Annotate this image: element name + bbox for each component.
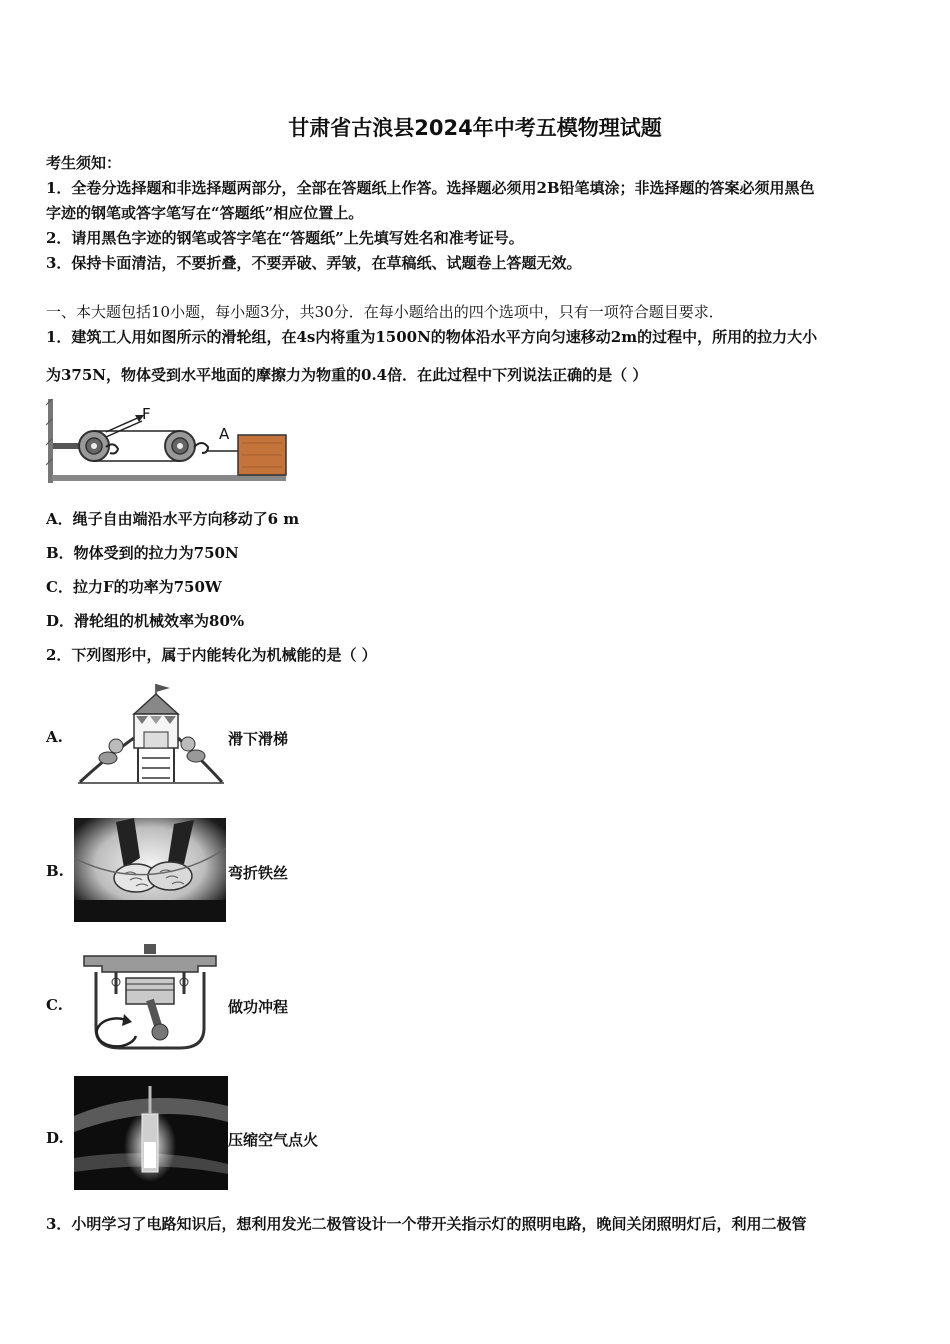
option-d-caption: 压缩空气点火 bbox=[228, 1131, 319, 1149]
option-d: D．滑轮组的机械效率为80% bbox=[46, 612, 245, 630]
question-1-stem: 1．建筑工人用如图所示的滑轮组，在4s内将重为1500N的物体沿水平方向匀速移动2m的过程中，所用的拉力大小 bbox=[46, 328, 818, 346]
question-2-stem: 2．下列图形中，属于内能转化为机械能的是（ ） bbox=[46, 646, 377, 664]
question-3-stem: 3．小明学习了电路知识后，想利用发光二极管设计一个带开关指示灯的照明电路，晚间关闭照明灯后，利用二极管 bbox=[46, 1215, 807, 1233]
power-stroke-picture bbox=[80, 944, 220, 1054]
page-title: 甘肃省古浪县2024年中考五模物理试题 bbox=[288, 116, 662, 140]
option-b-label: B. bbox=[46, 862, 64, 880]
pulley-figure bbox=[46, 395, 290, 487]
option-c-caption: 做功冲程 bbox=[228, 998, 289, 1016]
option-a-caption: 滑下滑梯 bbox=[228, 730, 289, 748]
bending-wire-picture bbox=[74, 818, 226, 922]
option-a: A．绳子自由端沿水平方向移动了6 m bbox=[46, 510, 300, 528]
notice-heading: 考生须知： bbox=[46, 154, 122, 172]
option-d-label: D. bbox=[46, 1129, 64, 1147]
section-heading: 一、本大题包括10小题，每小题3分，共30分．在每小题给出的四个选项中，只有一项符合题目要求． bbox=[46, 303, 724, 321]
notice-item: 2．请用黑色字迹的钢笔或答字笔在“答题纸”上先填写姓名和准考证号。 bbox=[46, 229, 524, 247]
option-a-label: A. bbox=[46, 728, 63, 746]
notice-item: 3．保持卡面清洁，不要折叠，不要弄破、弄皱，在草稿纸、试题卷上答题无效。 bbox=[46, 254, 582, 272]
option-c: C．拉力F的功率为750W bbox=[46, 578, 222, 596]
option-b: B．物体受到的拉力为750N bbox=[46, 544, 239, 562]
point-label-a: A bbox=[219, 425, 230, 443]
slide-picture bbox=[78, 676, 224, 786]
force-label-f: F bbox=[142, 405, 151, 423]
air-compression-ignition-picture bbox=[74, 1076, 228, 1190]
notice-item: 字迹的钢笔或答字笔写在“答题纸”相应位置上。 bbox=[46, 204, 364, 222]
notice-item: 1．全卷分选择题和非选择题两部分，全部在答题纸上作答。选择题必须用2B铅笔填涂；非选择题的答案必须用黑色 bbox=[46, 179, 815, 197]
option-b-caption: 弯折铁丝 bbox=[228, 864, 289, 882]
question-1-stem: 为375N，物体受到水平地面的摩擦力为物重的0.4倍．在此过程中下列说法正确的是（ ） bbox=[46, 366, 648, 384]
option-c-label: C. bbox=[46, 996, 63, 1014]
